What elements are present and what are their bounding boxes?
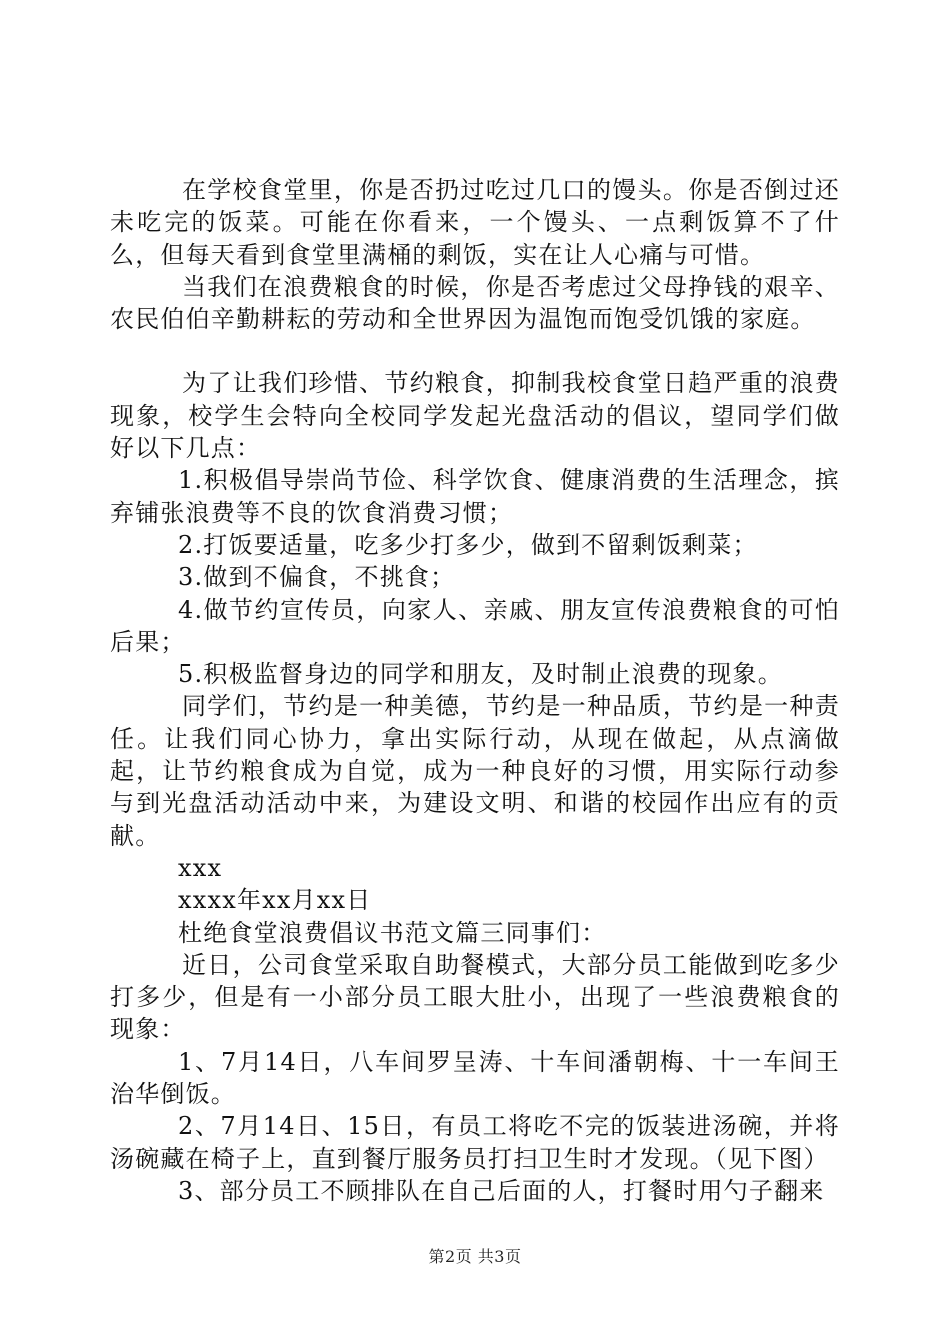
paragraph-gap <box>110 335 840 367</box>
list-item-2: 2.打饭要适量，吃多少打多少，做到不留剩饭剩菜； <box>178 530 758 559</box>
section-heading: 杜绝食堂浪费倡议书范文篇三同事们： <box>178 918 607 947</box>
paragraph-parents-hardship: 当我们在浪费粮食的时候，你是否考虑过父母挣钱的艰辛、农民伯伯辛勤耕耘的劳动和全世界因为温饱而饱受饥饿的家庭。 <box>110 272 840 334</box>
paragraph-initiative-intro: 为了让我们珍惜、节约粮食，抑制我校食堂日趋严重的浪费现象，校学生会特向全校同学发起光盘活动的倡议，望同学们做好以下几点： <box>110 369 840 463</box>
list-item-4: 4.做节约宣传员，向家人、亲戚、朋友宣传浪费粮食的可怕后果； <box>110 595 840 656</box>
list-item-5: 5.积极监督身边的同学和朋友，及时制止浪费的现象。 <box>178 660 783 689</box>
paragraph-buffet-intro: 近日，公司食堂采取自助餐模式，大部分员工能做到吃多少打多少，但是有一小部分员工眼大肚小，出现了一些浪费粮食的现象： <box>110 950 840 1044</box>
paragraph-canteen-waste: 在学校食堂里，你是否扔过吃过几口的馒头。你是否倒过还未吃完的饭菜。可能在你看来，一个馒头、一点剩饭算不了什么，但每天看到食堂里满桶的剩饭，实在让人心痛与可惜。 <box>110 176 840 269</box>
incident-item-1: 1、7月14日，八车间罗呈涛、十车间潘朝梅、十一车间王治华倒饭。 <box>110 1047 840 1109</box>
list-item-1: 1.积极倡导崇尚节俭、科学饮食、健康消费的生活理念，摈弃铺张浪费等不良的饮食消费习惯； <box>110 466 840 527</box>
incident-item-3: 3、部分员工不顾排队在自己后面的人，打餐时用勺子翻来 <box>178 1176 825 1205</box>
signature-date: xxxx年xx月xx日 <box>178 886 372 915</box>
signature-name: xxx <box>178 853 223 882</box>
document-body <box>110 174 840 1207</box>
paragraph-call-to-action: 同学们，节约是一种美德，节约是一种品质，节约是一种责任。让我们同心协力，拿出实际行动，从现在做起，从点滴做起，让节约粮食成为自觉，成为一种良好的习惯，用实际行动参与到光盘活动活动中来，为建设文明、和谐的校园作出应有的贡献。 <box>110 692 840 850</box>
page-number-footer: 第2页 共3页 <box>428 1247 522 1266</box>
list-item-3: 3.做到不偏食，不挑食； <box>178 563 456 592</box>
incident-item-2: 2、7月14日、15日，有员工将吃不完的饭装进汤碗，并将汤碗藏在椅子上，直到餐厅服务员打扫卫生时才发现。（见下图） <box>110 1112 840 1173</box>
